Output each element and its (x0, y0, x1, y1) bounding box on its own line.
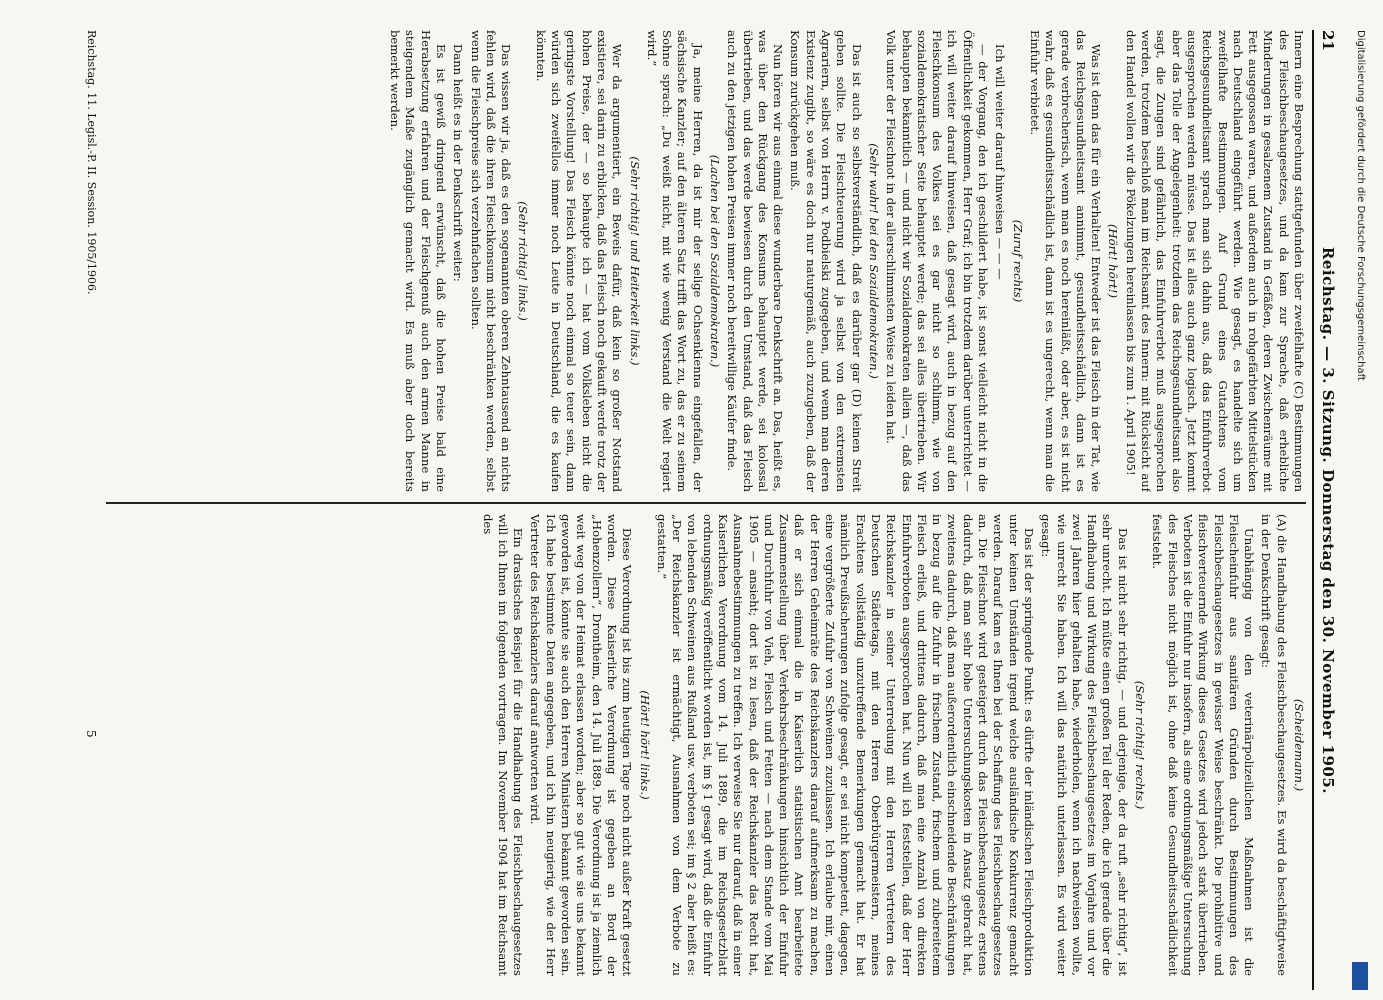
quotation: Unabhängig von den veterinärpolizeilichen Maßnahmen ist die Fleischeinfuhr aus sanitären Gründen durch Bestimmungen des Fleischbeschaugesetzes in gewisser Weise beschränkt. Die prohibitive und fleischverteuernde Wirkung dieses Gesetzes wird jedoch stark übertrieben. Verboten ist die Einfuhr nur insofern, als eine ordnungsmäßige Untersuchung des Fleisches nicht möglich ist, ohne daß keine Gesundheitsschädlichkeit feststeht. (1150, 514, 1257, 976)
interjection: (Lachen bei den Sozialdemokraten.) (708, 154, 723, 368)
column-right (106, 514, 1306, 976)
paragraph: Diese Verordnung ist bis zum heutigen Tage noch nicht außer Kraft gesetzt worden. Diese Kaiserliche Verordnung ist gegeben an Bord der „Hohenzollern“, Drontheim, den 14. Juli 1889. Die Verordnung ist ja ziemlich weit weg von der Heimat erlassen worden; aber so gut wie sie uns bekannt geworden ist, könnte sie auch den Herren Ministern bekannt geworden sein. Ich habe bestimmte Daten angegeben, und ich bin neugierig, wie der Herr Vertreter des Reichskanzlers darauf antworten wird. (528, 514, 635, 976)
paragraph: Ja, meine Herren, da ist mir der selige Ochsenkienna eingefallen, der sächsische Kanzler; auf den älteren Satz trifft das Wort zu, das er zu seinem Sohne sprach: „Du weißt nicht, mit wie wenig Verstand die Welt regiert wird.“ (644, 30, 705, 492)
paragraph: Das ist der springende Punkt: es dürfte der inländischen Fleischproduktion unter keinen Umständen irgend welche ausländische Konkurrenz gemacht werden. Darauf kam es Ihnen bei der Schaffung des Fleischbeschaugesetzes an. Die Fleischnot wird gesteigert durch das Fleischbeschaugesetz erstens dadurch, daß man sehr hohe Untersuchungskosten in Ansatz gebracht hat, zweitens dadurch, daß man außerordentlich einschneidende Beschränkungen in bezug auf die Zufuhr in frischem Zustand, frischem und zubereitetem Fleisch erließ, und drittens dadurch, daß man eine Anzahl von direkten Einfuhrverboten ausgesprochen hat. Nun will ich feststellen, daß der Herr Reichskanzler in seiner Unterredung mit den Herren Vertretern des Deutschen Städtetags, mit den Herren Oberbürgermeistern, meines Erachtens vollständig unzutreffende Bemerkungen gemacht hat. Er hat nämlich Preußischerungen zufolge gesagt, er sei nicht kompetent, dagegen, eine vergrößerte Zufuhr von Schweinen zuzulassen. Ich erlaube mir, einen der Herren Geheimräte des Reichskanzlers darauf aufmerksam zu machen, daß er sich einmal die in Kaiserlich statistischen Amt bearbeitete Zusammenstellung über Verkehrsbeschränkungen hinsichtlich der Einfuhr und Durchfuhr von Vieh, Fleisch und Fetten — nach dem Stande vom Mai 1905 — ansieht; dort ist zu lesen, daß der Reichskanzler das Recht hat, Ausnahmebestimmungen zu treffen. Ich verweise Sie nur darauf, daß in einer Kaiserlichen Verordnung vom 14. Juli 1889, die im Reichsgesetzblatt ordnungsmäßig veröffentlicht worden ist, im § 1 gesagt wird, daß die Einfuhr von lebenden Schweinen aus Rußland usw. verboten sei; im § 2 aber heißt es: „Der Reichskanzler ist ermächtigt, Ausnahmen von dem Verbote zu gestatten.“ (654, 514, 1036, 976)
interjection: (Hört! hört!) (1106, 224, 1121, 298)
header-title: Reichstag. — 3. Sitzung. Donnerstag den 30. November 1905. (1319, 246, 1337, 794)
header-page-number: 21 (1319, 30, 1337, 51)
column-divider (106, 502, 1306, 504)
page-header (1312, 30, 1342, 990)
interjection: (Sehr richtig! links.) (516, 201, 531, 321)
paragraph: Innern eine Besprechung stattgefunden über zweifelhafte (C) Bestimmungen des Fleischbeschaugesetzes, und da kam zur Sprache, daß erhebliche Minderungen in gesalzenem Zustand in Gefäßen, deren Zwischenräume mit Fett ausgegossen waren, und außerdem auch in rohgefärbten Mittelstücken nach Deutschland eingeführt werden. Wie gesagt, es handelte sich um zweifelhafte Bestimmungen. Auf Grund eines Gutachtens vom Reichsgesundheitsamt sprach man sich dahin aus, daß das Einfuhrverbot ausgesprochen werden müsse. Das ist alles auch ganz logisch. Jetzt kommt aber das Tolle der Angelegenheit: trotzdem das Reichsgesundheitsamt also sagt, die Zungen sind gefährlich, das Einfuhrverbot muß ausgesprochen werden, trotzdem beschloß man im Reichsamt des Innern: mit Rücksicht auf den Handel wollen wir die Pökelzungen hereinlassen bis zum 1. April 1905! (1123, 30, 1306, 492)
rotated-page-content (52, 30, 1342, 990)
digitization-note-text: Digitalisierung gefördert durch die Deutsche Forschungsgemeinschaft (1355, 30, 1366, 381)
interjection: (Zuruf rechts) (1010, 219, 1025, 303)
paragraph: Das wissen wir ja, daß es den sogenannten oberen Zehntausend an nichts fehlen wird, daß die ihren Fleischkonsum nicht beschränken werden, selbst wenn die Fleischpreise sich verzehnfachen sollten. (468, 30, 514, 492)
paragraph: Dann heißt es in der Denkschrift weiter: (451, 44, 466, 282)
paragraph: Wer da argumentiert, ein Beweis dafür, daß kein so großer Notstand existiere, sei darin zu erblicken, daß das Fleisch noch gekauft werde trotz der hohen Preise, der — so behaupte ich — hat vom Volksleben nicht die geringste Vorstellung! Das Fleisch könnte noch einmal so teuer sein, dann würden sich zweifellos immer noch Leute in Deutschland, die es kaufen könnten. (533, 30, 625, 492)
column-left (106, 30, 1306, 492)
interjection: (Sehr richtig! rechts.) (1133, 680, 1148, 810)
page-area (52, 30, 1342, 990)
paragraph: Nun hören wir aus einmal diese wunderbare Denkschrift an. Das, heißt es, was über den Rückgang des Konsums behauptet werde, sei kolossal übertrieben, und das werde bewiesen durch den Umstand, daß das Fleisch auch zu den jetzigen hohen Preisen immer noch bereitwillige Käufer finde. (725, 30, 786, 492)
paragraph: Ein drastisches Beispiel für die Handhabung des Fleischbeschaugesetzes will ich Ihnen im folgenden vortragen. Im November 1904 hat im Reichsamt des (480, 514, 526, 976)
interjection: (Hört! hört! links.) (637, 690, 652, 800)
quotation: Es ist gewiß dringend erwünscht, daß die hohen Preise bald eine Herabsetzung erfahren und der Fleischgenuß auch den armen Manne in steigendem Maße zugänglich gemacht wird. Es muß aber doch bereits bemerkt werden. (388, 30, 448, 492)
paragraph: Was ist denn das für ein Verhalten! Entweder ist das Fleisch in der Tat, wie das Reichsgesundheitsamt annimmt, gesundheitsschädlich, dann ist es gerade verbrecherisch, wenn man es noch hereinläßt, oder aber, es ist nicht wahr, daß es gesundheitsschädlich ist, dann ist es ungerecht, wenn man die Einfuhr verbietet. (1027, 30, 1104, 492)
paragraph: — der Vorgang, den ich geschildert habe, ist sonst vielleicht nicht in die Öffentlichkeit gekommen, Herr Graf; ich bin trotzdem darüber unterrichtet — ich will weiter darauf hinweisen, daß gesagt wird, auch in bezug auf den Fleischkonsum des Volkes sei es gar nicht so schlimm, wie von sozialdemokratischer Seite behauptet werde; das sei alles übertrieben. Wir behaupten bekanntlich — und nicht wir Sozialdemokraten allein —, daß das Volk unter der Fleischnot in der allerschlimmsten Weise zu leiden hat. (884, 30, 991, 492)
page-footer-number: 5 (84, 730, 98, 738)
paragraph: (A) die Handhabung des Fleischbeschaugesetzes. Es wird da beschäftigtweise in der Denkschrift gesagt: (1259, 514, 1289, 976)
paragraph: Das ist auch so selbstverständlich, daß es darüber gar (D) keinen Streit geben sollte. Die Fleischteuerung wird ja selbst von den extremsten Agrariern, selbst von Herrn v. Podbielski zugegeben, und wenn man deren Existenz zugibt, so wäre es doch nur naturgemäß, auch zuzugeben, daß der Konsum zurückgehen muß. (788, 30, 864, 492)
page-footer-source: Reichstag. 11. Legisl.-P. II. Session. 1905/1906. (85, 30, 98, 295)
digitization-note (1350, 30, 1370, 980)
interjection: (Sehr wahr! bei den Sozialdemokraten.) (866, 143, 881, 379)
interjection: (Sehr richtig! und Heiterkeit links.) (627, 156, 642, 366)
paragraph: Ich will weiter darauf hinweisen — — — (993, 44, 1008, 280)
paragraph: Das ist nicht sehr richtig, — und derjenige, der da ruft „sehr richtig“, ist sehr unrecht. Ich müßte einen großen Teil der Reden, die ich gerade über die Handhabung und Wirkung des Fleischbeschaugesetzes im Vorjahre und vor zwei Jahren hier gehalten habe, wiederholen, wenn ich nachweisen wollte, wie unrecht Sie haben. Ich will das natürlich unterlassen. Es wird weiter gesagt: (1039, 514, 1130, 976)
speaker-name: (Scheidemann.) (1292, 698, 1306, 792)
dfg-logo-icon (1352, 962, 1368, 990)
